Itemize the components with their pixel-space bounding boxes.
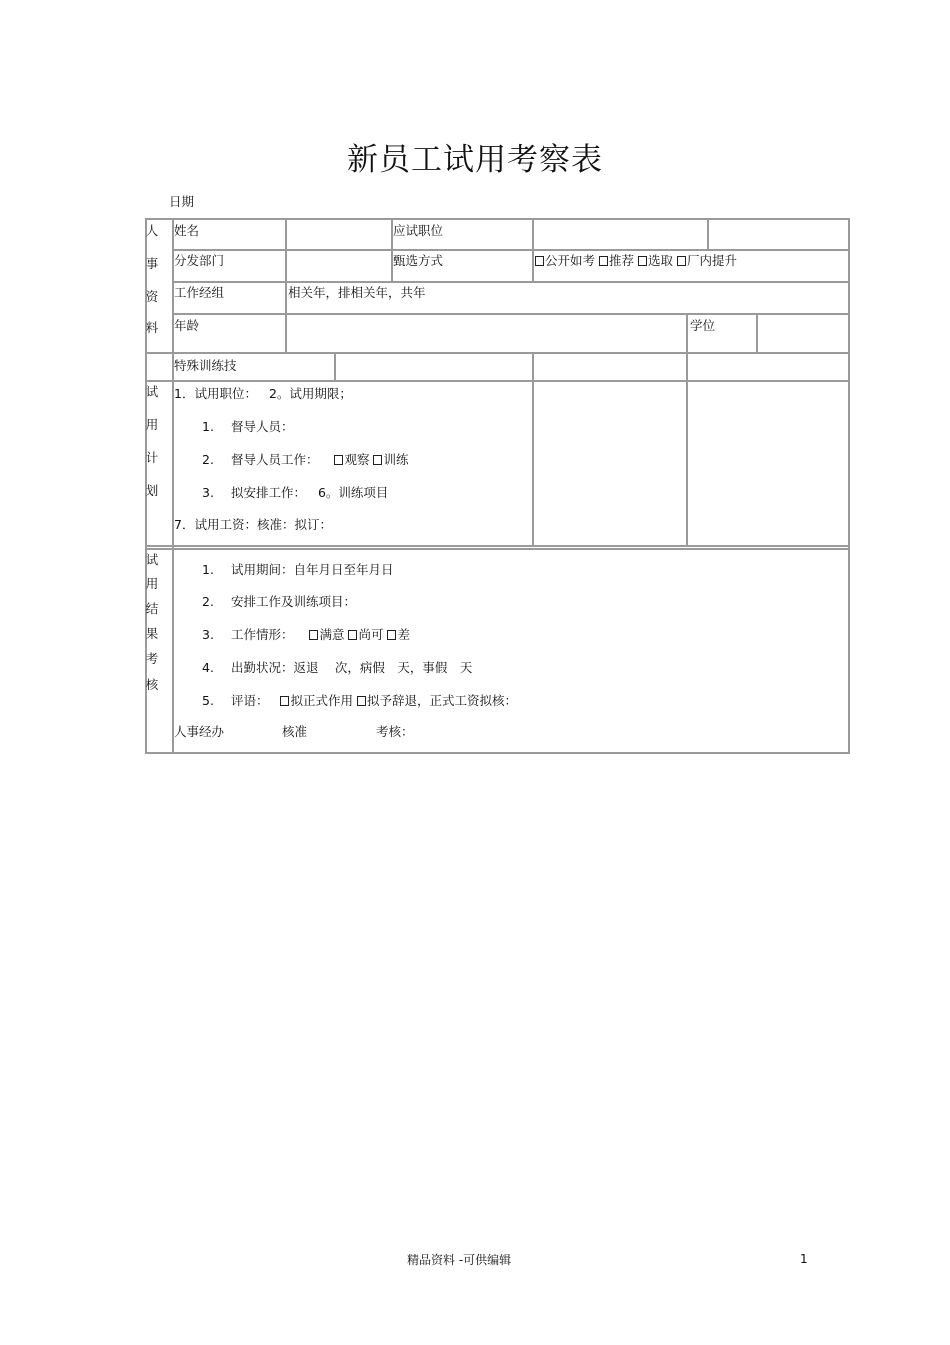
department-field[interactable] bbox=[288, 252, 390, 280]
plan-item-3: 3. 拟安排工作： 6。训练项目 bbox=[202, 485, 389, 500]
date-label: 日期 bbox=[169, 194, 195, 209]
checkbox-icon[interactable] bbox=[599, 256, 608, 266]
name-label: 姓名 bbox=[174, 223, 200, 238]
result-item-2: 2. 安排工作及训练项目： bbox=[202, 594, 356, 609]
position-field[interactable] bbox=[535, 221, 706, 248]
checkbox-icon[interactable] bbox=[373, 455, 382, 465]
checkbox-icon[interactable] bbox=[309, 630, 318, 640]
checkbox-icon[interactable] bbox=[677, 256, 686, 266]
checkbox-icon[interactable] bbox=[357, 696, 366, 706]
page-number: 1 bbox=[800, 1252, 808, 1266]
position-label: 应试职位 bbox=[393, 223, 444, 238]
result-item-5: 5. 评语： 拟正式作用 拟予辞退，正式工资拟核： bbox=[202, 693, 517, 708]
age-label: 年龄 bbox=[174, 318, 200, 333]
result-item-3: 3. 工作情形： 满意 尚可 差 bbox=[202, 627, 410, 642]
sign-approve-label: 核准 bbox=[282, 724, 308, 739]
degree-field[interactable] bbox=[759, 316, 847, 351]
selection-options: 公开如考 推荐 选取 厂内提升 bbox=[535, 253, 737, 269]
footer-text: 精品资料 -可供编辑 bbox=[407, 1253, 512, 1267]
training-label: 特殊训练技 bbox=[174, 358, 237, 373]
plan-item-2: 2. 督导人员工作： 观察 训练 bbox=[202, 452, 409, 467]
page-title: 新员工试用考察表 bbox=[347, 142, 603, 178]
name-field[interactable] bbox=[288, 221, 390, 248]
experience-label: 工作经组 bbox=[174, 285, 225, 300]
department-label: 分发部门 bbox=[174, 253, 225, 268]
age-field[interactable] bbox=[288, 316, 684, 351]
checkbox-icon[interactable] bbox=[280, 696, 289, 706]
checkbox-icon[interactable] bbox=[334, 455, 343, 465]
checkbox-icon[interactable] bbox=[638, 256, 647, 266]
degree-label: 学位 bbox=[690, 318, 716, 333]
plan-line-1: 1．试用职位： 2。试用期限； bbox=[174, 386, 352, 401]
result-item-4: 4. 出勤状况：返退 次，病假 天，事假 天 bbox=[202, 660, 473, 675]
checkbox-icon[interactable] bbox=[348, 630, 357, 640]
checkbox-icon[interactable] bbox=[535, 256, 544, 266]
plan-item-1: 1. 督导人员： bbox=[202, 419, 294, 434]
checkbox-icon[interactable] bbox=[387, 630, 396, 640]
selection-label: 甄选方式 bbox=[393, 253, 444, 268]
sign-hr-label: 人事经办 bbox=[174, 724, 225, 739]
sign-review-label: 考核： bbox=[376, 724, 414, 739]
plan-line-7: 7．试用工资：核准：拟订： bbox=[174, 517, 332, 532]
experience-value: 相关年，排相关年，共年 bbox=[288, 285, 426, 300]
result-item-1: 1. 试用期间：自年月日至年月日 bbox=[202, 562, 394, 577]
training-field[interactable] bbox=[337, 355, 531, 379]
